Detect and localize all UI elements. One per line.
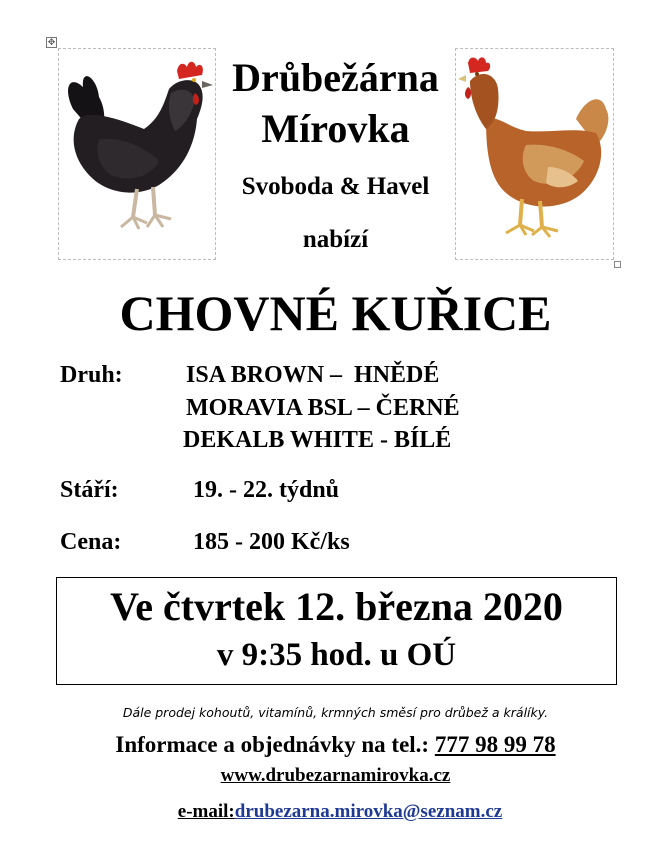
email-label: e-mail: — [177, 801, 235, 822]
owners: Svoboda & Havel — [241, 173, 430, 200]
headline: CHOVNÉ KUŘICE — [119, 285, 552, 341]
email-line — [0, 800, 671, 824]
price-label: Cena: — [60, 529, 122, 555]
image-cell-left — [58, 48, 216, 260]
table-move-handle[interactable]: ✥ — [47, 38, 56, 48]
black-hen-image — [59, 49, 215, 259]
event-time-place: v 9:35 hod. u OÚ — [216, 637, 457, 673]
contact-line — [0, 730, 671, 760]
company-name-line2: Mírovka — [261, 106, 410, 151]
offers-text: nabízí — [302, 226, 369, 253]
breed-dekalb: DEKALB WHITE - BÍLÉ — [183, 427, 452, 453]
breed-label: Druh: — [60, 362, 123, 388]
breed-moravia: MORAVIA BSL – ČERNÉ — [186, 395, 460, 421]
brown-hen-image — [456, 49, 613, 259]
breed-isa-brown: ISA BROWN – HNĚDÉ — [186, 362, 440, 388]
info-prefix: Informace a objednávky na tel.: — [115, 732, 435, 757]
website-link[interactable]: www.drubezarnamirovka.cz — [220, 765, 451, 786]
email-link[interactable]: drubezarna.mirovka@seznam.cz — [234, 801, 503, 822]
age-value: 19. - 22. týdnů — [193, 477, 340, 503]
event-date: Ve čtvrtek 12. března 2020 — [110, 584, 563, 629]
phone-number[interactable]: 777 98 99 78 — [434, 732, 556, 757]
age-label: Stáří: — [60, 477, 119, 503]
company-name-line1: Drůbežárna — [232, 55, 439, 100]
event-box — [56, 577, 617, 685]
image-cell-right — [455, 48, 614, 260]
price-value: 185 - 200 Kč/ks — [193, 529, 350, 555]
table-resize-handle[interactable] — [614, 261, 621, 268]
additional-products-note: Dále prodej kohoutů, vitamínů, krmných směsí pro drůbež a králíky. — [122, 705, 549, 720]
